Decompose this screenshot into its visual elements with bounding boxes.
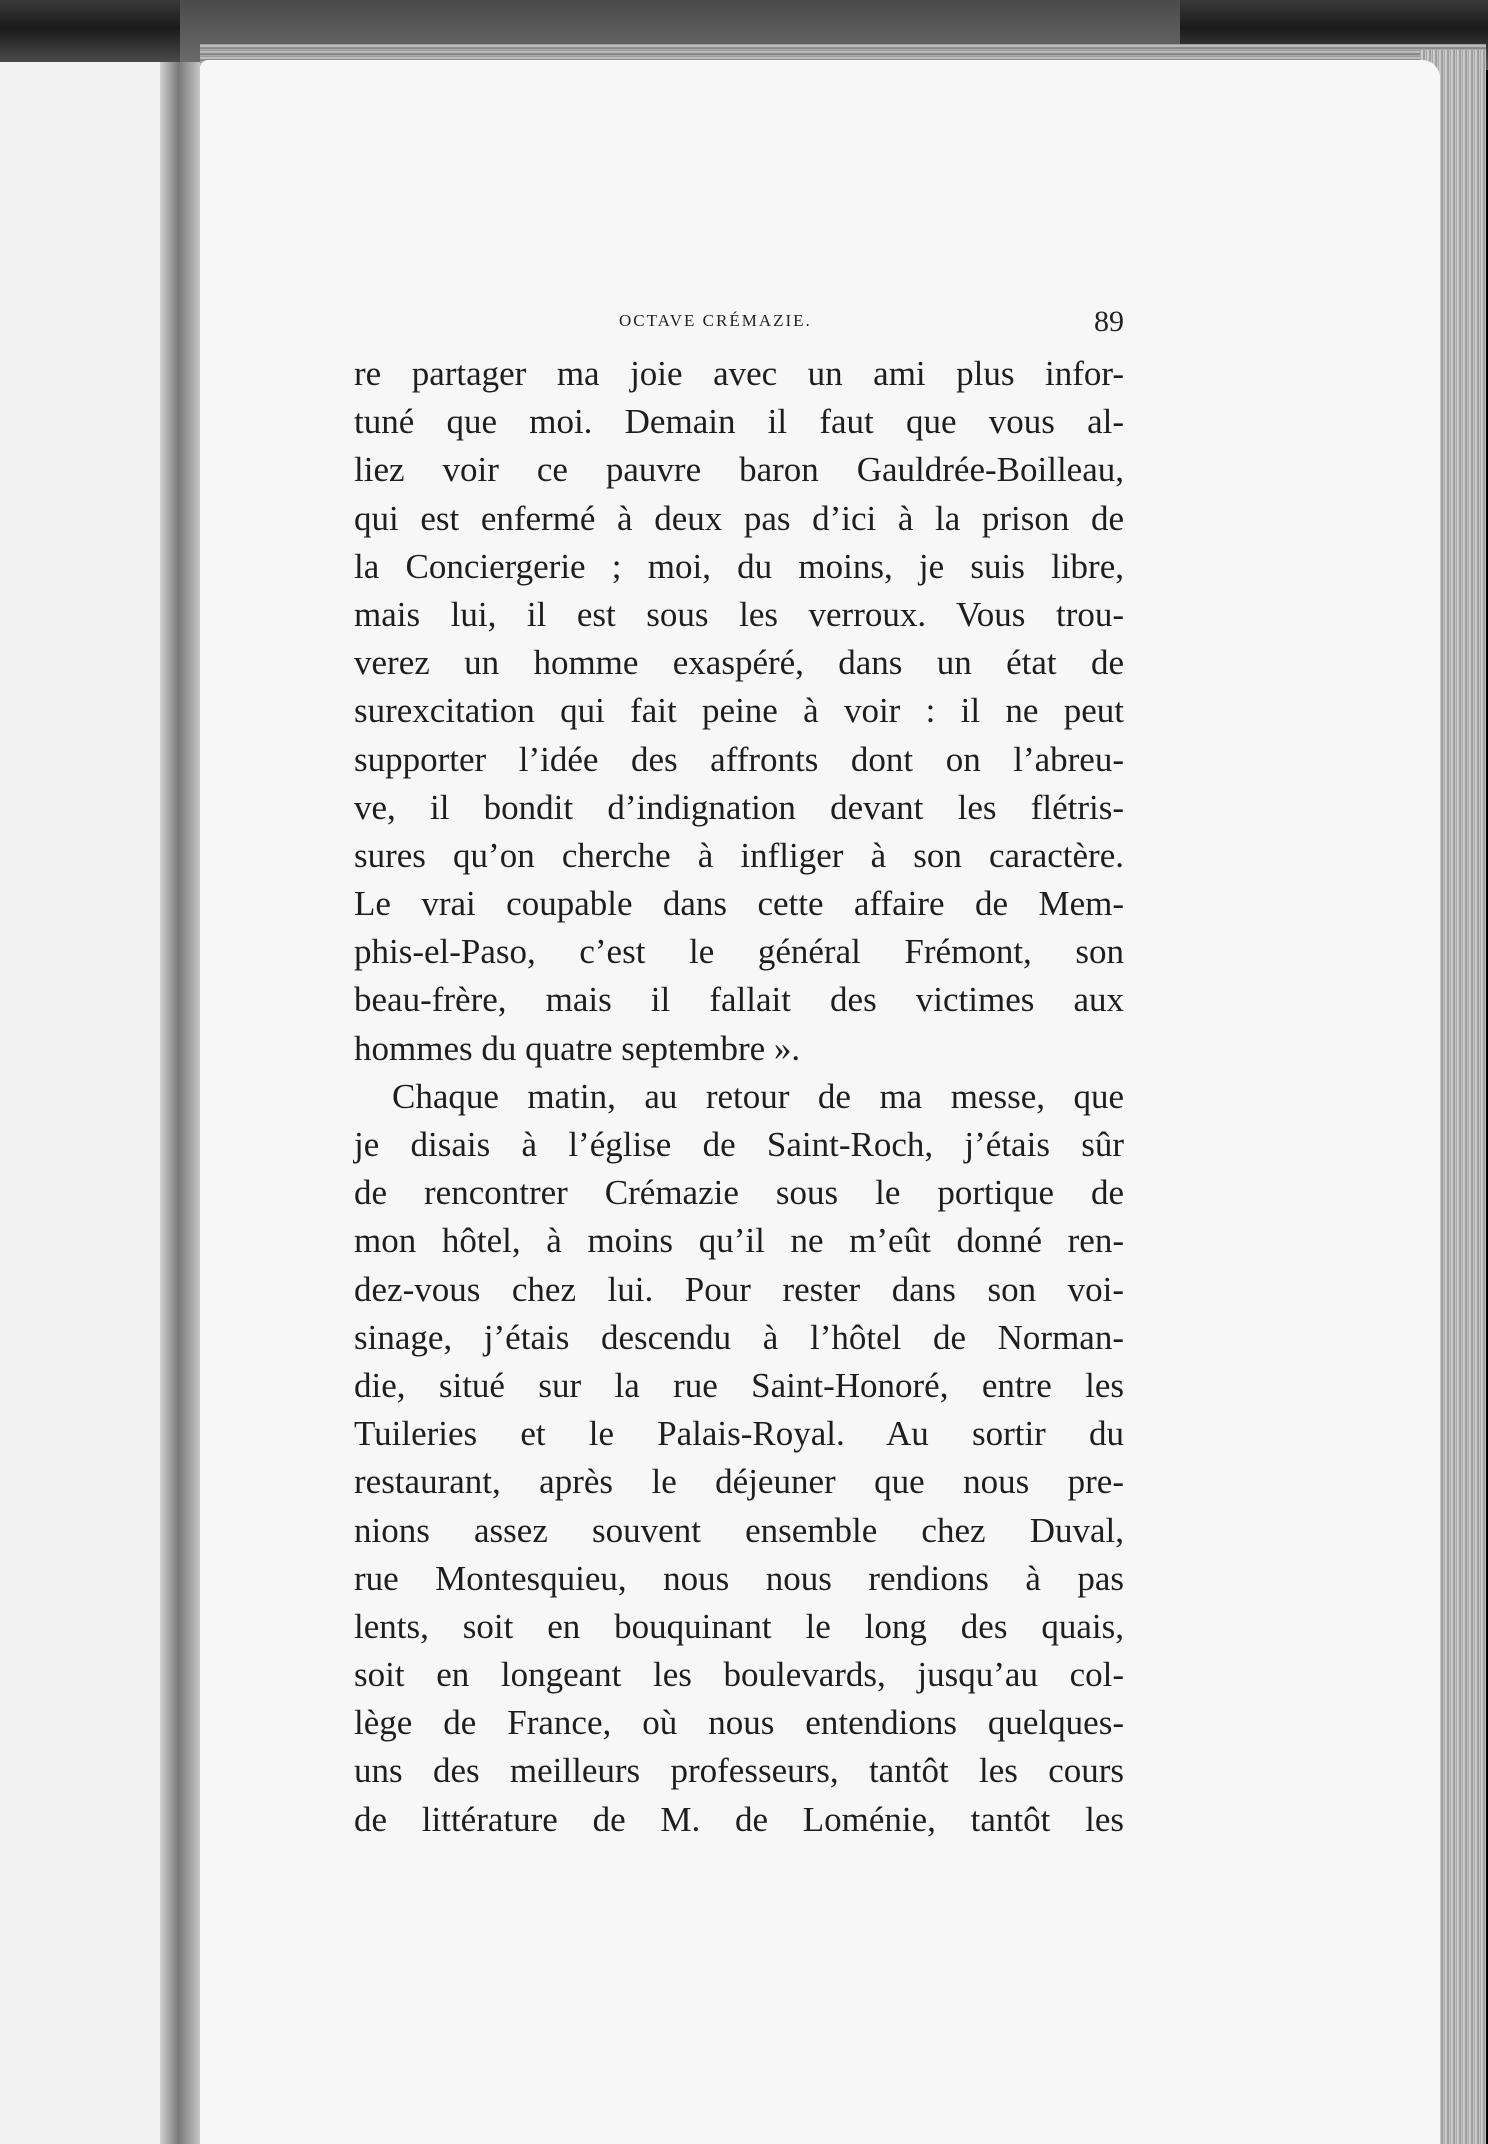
text-line: supporter l’idée des affronts dont on l’abreu- — [354, 739, 1124, 779]
text-line: Chaque matin, au retour de ma messe, que — [392, 1076, 1124, 1116]
text-line: nions assez souvent ensemble chez Duval, — [354, 1510, 1124, 1550]
text-line: ve, il bondit d’indignation devant les flétris- — [354, 787, 1124, 827]
running-head-title: OCTAVE CRÉMAZIE. — [619, 311, 812, 330]
text-line: lège de France, où nous entendions quelques- — [354, 1703, 1124, 1743]
text-line: lents, soit en bouquinant le long des quais, — [354, 1606, 1124, 1646]
facing-page — [0, 62, 178, 2144]
text-line: re partager ma joie avec un ami plus infor- — [354, 354, 1124, 393]
text-line: dez-vous chez lui. Pour rester dans son voi- — [354, 1269, 1124, 1309]
text-line: mon hôtel, à moins qu’il ne m’eût donné ren- — [354, 1221, 1124, 1261]
text-line: restaurant, après le déjeuner que nous pre- — [354, 1462, 1124, 1502]
text-line: tuné que moi. Demain il faut que vous al- — [354, 402, 1124, 442]
paragraph-1 — [354, 350, 1124, 1073]
text-line: phis-el-Paso, c’est le général Frémont, son — [354, 932, 1124, 972]
text-line: Le vrai coupable dans cette affaire de Mem- — [354, 884, 1124, 924]
text-line: beau-frère, mais il fallait des victimes aux — [354, 980, 1124, 1020]
body-text — [354, 350, 1124, 1844]
text-line: sinage, j’étais descendu à l’hôtel de Norman- — [354, 1317, 1124, 1357]
text-line: soit en longeant les boulevards, jusqu’au col- — [354, 1655, 1124, 1695]
page-number: 89 — [1094, 305, 1124, 338]
text-line: sures qu’on cherche à infliger à son caractère. — [354, 835, 1124, 875]
text-line: de littérature de M. de Loménie, tantôt les — [354, 1799, 1124, 1839]
text-line: die, situé sur la rue Saint-Honoré, entre les — [354, 1365, 1124, 1405]
text-line: Tuileries et le Palais-Royal. Au sortir du — [354, 1414, 1124, 1454]
text-line: qui est enfermé à deux pas d’ici à la prison de — [354, 498, 1124, 538]
text-line: de rencontrer Crémazie sous le portique de — [354, 1173, 1124, 1213]
text-line: mais lui, il est sous les verroux. Vous trou- — [354, 594, 1124, 634]
text-line: la Conciergerie ; moi, du moins, je suis libre, — [354, 546, 1124, 586]
text-line: hommes du quatre septembre ». — [354, 1028, 801, 1068]
text-line: verez un homme exaspéré, dans un état de — [354, 643, 1124, 683]
text-line: je disais à l’église de Saint-Roch, j’étais sûr — [354, 1125, 1124, 1164]
paragraph-2 — [354, 1073, 1124, 1844]
text-line: rue Montesquieu, nous nous rendions à pas — [354, 1558, 1124, 1598]
text-line: surexcitation qui fait peine à voir : il ne peut — [354, 691, 1124, 731]
text-line: uns des meilleurs professeurs, tantôt les cours — [354, 1751, 1124, 1791]
text-line: liez voir ce pauvre baron Gauldrée-Boilleau, — [354, 450, 1124, 490]
running-head — [354, 305, 1124, 345]
